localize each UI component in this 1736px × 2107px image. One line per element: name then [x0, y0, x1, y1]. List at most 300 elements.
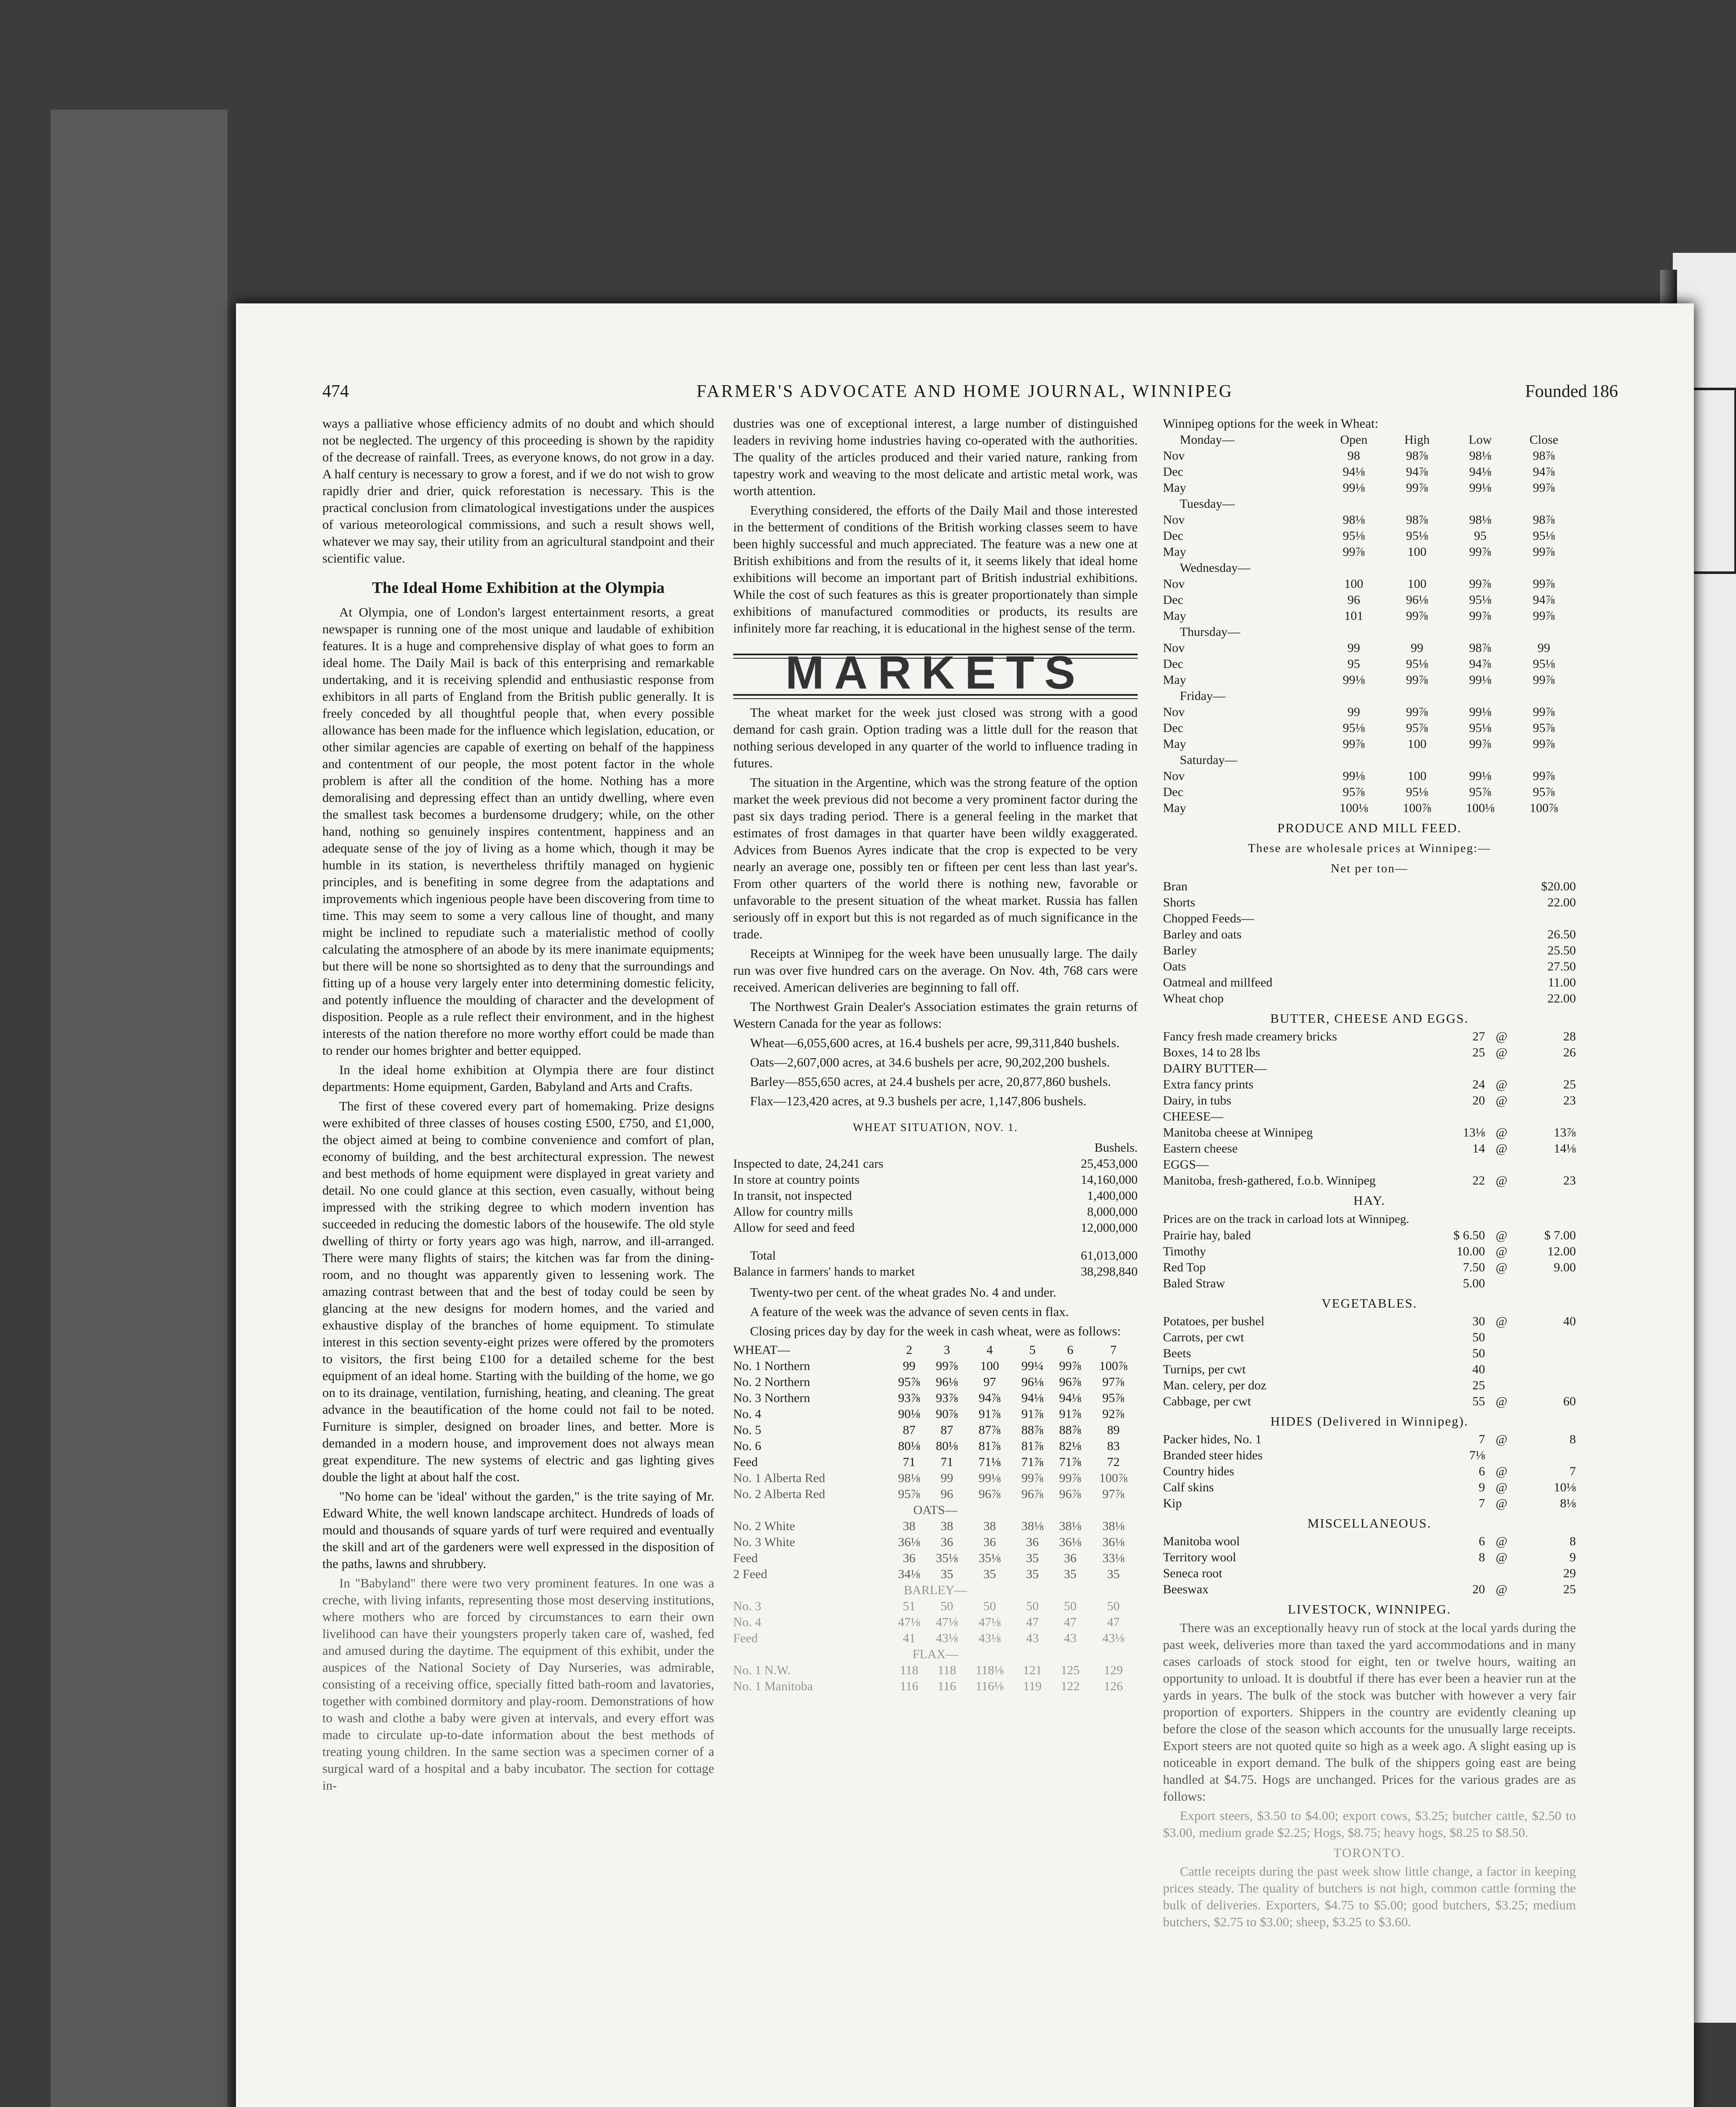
table-cell: Turnips, per cwt [1163, 1362, 1246, 1376]
table-cell: 38⅛ [1059, 1519, 1082, 1533]
table-cell: 97⅞ [1102, 1487, 1125, 1501]
table-cell: 47⅛ [935, 1615, 958, 1629]
table-cell: Shorts [1163, 895, 1195, 909]
table-cell: 6 [1479, 1534, 1485, 1548]
table-cell: 118 [938, 1663, 956, 1677]
table-row [733, 1486, 1138, 1502]
hides-heading: HIDES (Delivered in Winnipeg). [1270, 1414, 1468, 1429]
table-cell: 50 [983, 1599, 996, 1613]
table-cell: 89 [1107, 1423, 1120, 1437]
table-cell [1518, 1346, 1576, 1362]
crop-estimate: Flax—123,420 acres, at 9.3 bushels per acre, 1,147,806 bushels. [750, 1094, 1087, 1108]
table-cell: 99⅞ [935, 1359, 958, 1373]
table-cell: 83 [1107, 1439, 1120, 1453]
table-cell: 98⅛ [1469, 449, 1492, 463]
table-cell: @ [1495, 1480, 1508, 1494]
table-cell: 95 [1474, 529, 1487, 543]
table-row [1163, 464, 1576, 480]
table-cell [1518, 1276, 1576, 1292]
article-paragraph: "No home can be 'ideal' without the garden," is the trite saying of Mr. Edward White, the well known landscape architect. Hundreds of loads of mould and thousands of square yards of turf were required and eventually the skill and art of the gardeners were well expressed in the disposition of the paths, lawns and shrubbery. [322, 1489, 714, 1571]
table-cell: 99⅞ [1469, 737, 1492, 751]
table-cell: 50 [1472, 1330, 1485, 1344]
toronto-heading: TORONTO. [1333, 1845, 1406, 1860]
table-cell: 94⅛ [1059, 1391, 1082, 1405]
table-cell: @ [1495, 1142, 1508, 1155]
table-cell: 94⅞ [1406, 465, 1428, 479]
table-cell: 36⅛ [1102, 1535, 1125, 1549]
table-row [733, 1358, 1138, 1374]
produce-note: These are wholesale prices at Winnipeg:— [1248, 842, 1491, 855]
vegetable-prices-table [1163, 1314, 1576, 1410]
market-paragraph: Twenty-two per cent. of the wheat grades No. 4 and under. [750, 1285, 1056, 1300]
table-cell: 95⅞ [1102, 1391, 1125, 1405]
table-cell: 47 [1107, 1615, 1120, 1629]
table-cell: 95⅞ [898, 1487, 920, 1501]
table-cell: 118⅛ [975, 1663, 1004, 1677]
table-cell: Calf skins [1163, 1480, 1214, 1494]
table-cell: 98⅛ [898, 1471, 920, 1485]
unit-label: Bushels. [1094, 1141, 1138, 1155]
wheat-situation-title: WHEAT SITUATION, NOV. 1. [853, 1121, 1018, 1134]
table-cell: 96⅞ [1021, 1487, 1044, 1501]
table-row [1163, 895, 1576, 911]
table-cell: @ [1495, 1126, 1508, 1139]
table-cell: 99⅞ [1469, 609, 1492, 623]
table-cell: $ 7.00 [1544, 1228, 1576, 1242]
table-cell: 99⅛ [1469, 769, 1492, 783]
article-paragraph: Everything considered, the efforts of the Daily Mail and those interested in the betterment of conditions of the British working classes seem to have been highly successful and much appreciated. The feature was a new one at British exhibitions and from the results of it, it seems likely that ideal home exhibitions will become an important part of British industrial exhibitions. While the cost of such features as this is greater proportionately than simple exhibitions of manufactured commodities or products, its results are infinitely more far reaching, it is educational in the highest sense of the term. [733, 503, 1138, 635]
table-cell: 94⅛ [1469, 465, 1492, 479]
table-cell: 95⅛ [1469, 593, 1492, 607]
table-cell: 80⅛ [935, 1439, 958, 1453]
table-cell: Carrots, per cwt [1163, 1330, 1244, 1344]
toronto-paragraph: Cattle receipts during the past week show little change, a factor in keeping prices steady. The quality of butchers is not high, common cattle forming the bulk of deliveries. Exporters, $4.75 to $5.00; good butchers, $3.25; medium butchers, $2.75 to $3.00; sheep, $3.25 to $3.60. [1163, 1864, 1576, 1929]
table-cell: 94⅛ [1342, 465, 1365, 479]
livestock-prices: Export steers, $3.50 to $4.00; export cows, $3.25; butcher cattle, $2.50 to $3.00, medium grade $2.25; Hogs, $8.75; heavy hogs, $8.25 to $8.50. [1163, 1808, 1576, 1840]
table-cell: 125 [1061, 1663, 1080, 1677]
butter-cheese-eggs-heading: BUTTER, CHEESE AND EGGS. [1270, 1011, 1469, 1026]
table-cell: 50 [1107, 1599, 1120, 1613]
column-3 [1163, 415, 1576, 1933]
table-cell: 50 [1064, 1599, 1077, 1613]
table-cell: 95⅞ [1406, 721, 1428, 735]
table-row [1163, 1045, 1576, 1061]
table-cell: Nov [1163, 705, 1185, 719]
hay-note: Prices are on the track in carload lots at Winnipeg. [1163, 1212, 1409, 1226]
table-row [1163, 448, 1576, 464]
table-row [1163, 1077, 1576, 1093]
table-cell: No. 1 Manitoba [733, 1679, 813, 1693]
table-cell: 36 [1064, 1551, 1077, 1565]
article-paragraph: At Olympia, one of London's largest entertainment resorts, a great newspaper is running one of the most unique and laudable of exhibition features. It is a huge and comprehensive display of what goes to form an ideal home. The Daily Mail is back of this enterprising and remarkable undertaking, and it is receiving splendid and enthusiastic response from exhibitors in all parts of England from the British public generally. It is freely conceded by all thoughtful people that, when every possible allowance has been made for the influence which legislation, education, or other similar agencies are capable of exerting on behalf of the happiness and contentment of our people, the most potent factor in the whole problem is after all the condition of the home. Nothing has a more demoralising and depressing effect than an untidy dwelling, where even the smallest task becomes a burdensome drudgery; while, on the other hand, nothing so genuinely inspires contentment, happiness and an adequate sense of the joy of living as a home which, though it may be humble in its station, is nevertheless thriftily managed on hygienic principles, and is benefiting in some degree from the adaptations and improvements which ingenious people have been discovering from time to time. This may seem to some a very callous line of thought, and many might be inclined to repudiate such a materialistic method of coolly calculating the atmosphere of an abode by its mere inanimate equipments; but there will be none so shortsighted as to deny that the surroundings and fitting up of a house very largely enter into determining domestic felicity, and potently influence the moulding of character and the development of disposition. People as a rule reflect their environment, and in the highest interests of the nation therefore no more worthy effort could be made than to render our homes brighter and better equipped. [322, 605, 714, 1058]
day-label-row [1163, 752, 1576, 768]
table-row [1163, 800, 1576, 816]
table-cell: 98 [1347, 449, 1360, 463]
table-cell: No. 2 Alberta Red [733, 1487, 825, 1501]
table-row [1163, 1330, 1576, 1346]
table-cell: 35 [1026, 1567, 1039, 1581]
table-cell: 22.00 [1547, 992, 1576, 1005]
table-cell: 87 [903, 1423, 916, 1437]
table-cell: Feed [733, 1631, 758, 1645]
newspaper-page [236, 303, 1694, 2107]
table-cell: 95 [1347, 657, 1360, 671]
table-cell: Dairy, in tubs [1163, 1094, 1232, 1107]
vegetables-heading: VEGETABLES. [1321, 1296, 1417, 1311]
table-cell: 98⅞ [1406, 513, 1428, 527]
table-cell: 71⅞ [1021, 1455, 1044, 1469]
table-cell: 99⅛ [1342, 481, 1365, 495]
table-cell: 36 [1026, 1535, 1039, 1549]
table-cell: 99⅞ [1532, 481, 1555, 495]
cash-header-row: WHEAT— 2 3 4 5 6 7 [733, 1343, 1117, 1357]
table-cell: 92⅞ [1102, 1407, 1125, 1421]
table-row [1163, 1141, 1576, 1157]
table-row [1163, 1496, 1576, 1512]
table-row [733, 1390, 1138, 1406]
cash-prices-table [733, 1342, 1138, 1694]
table-cell: @ [1495, 1464, 1508, 1478]
table-cell: 47 [1064, 1615, 1077, 1629]
table-cell: No. 1 N.W. [733, 1663, 791, 1677]
table-cell: No. 4 [733, 1407, 761, 1421]
table-row [1163, 736, 1576, 752]
table-cell: Beets [1163, 1346, 1191, 1360]
table-cell: 100 [1344, 577, 1364, 591]
table-row [733, 1518, 1138, 1534]
table-cell: Friday— [1180, 689, 1226, 703]
table-cell: @ [1495, 1174, 1508, 1188]
table-cell: 96⅞ [1059, 1487, 1082, 1501]
table-row [1163, 592, 1576, 608]
table-cell: 99⅞ [1532, 577, 1555, 591]
table-cell: Eastern cheese [1163, 1142, 1238, 1155]
table-cell: 96 [1347, 593, 1360, 607]
table-row [1163, 576, 1576, 592]
table-cell: Packer hides, No. 1 [1163, 1432, 1262, 1446]
table-cell: 36 [903, 1551, 916, 1565]
table-cell: 126 [1104, 1679, 1123, 1693]
table-cell: CHEESE— [1163, 1110, 1224, 1123]
table-cell: Oatmeal and millfeed [1163, 976, 1273, 989]
table-cell: No. 1 Alberta Red [733, 1471, 825, 1485]
table-cell: 94⅞ [1532, 465, 1555, 479]
table-cell: 96⅛ [1021, 1375, 1044, 1389]
table-cell: 95⅛ [1342, 721, 1365, 735]
day-label-row [1163, 624, 1576, 640]
table-row [1163, 1314, 1576, 1330]
table-cell: 99⅞ [1059, 1359, 1082, 1373]
table-cell: 100⅞ [1530, 801, 1558, 815]
table-cell: 99⅞ [1532, 705, 1555, 719]
table-cell: 50 [1026, 1599, 1039, 1613]
table-cell: 116 [938, 1679, 956, 1693]
table-row [1163, 640, 1576, 656]
table-cell: 93⅞ [935, 1391, 958, 1405]
table-cell: 99⅞ [1342, 545, 1365, 559]
column-2 [733, 415, 1138, 1694]
market-paragraph: The Northwest Grain Dealer's Association estimates the grain returns of Western Canada for the year as follows: [733, 999, 1138, 1031]
table-cell: Baled Straw [1163, 1276, 1225, 1290]
table-cell: 22.00 [1547, 895, 1576, 909]
table-cell: 99⅞ [1469, 577, 1492, 591]
table-cell: 25.50 [1547, 944, 1576, 957]
table-cell: No. 6 [733, 1439, 761, 1453]
table-row [1163, 959, 1576, 975]
table-row [733, 1614, 1138, 1630]
table-row [1163, 720, 1576, 736]
table-cell: 43⅛ [935, 1631, 958, 1645]
table-cell: 50 [940, 1599, 954, 1613]
table-cell: @ [1495, 1094, 1508, 1107]
table-cell: Tuesday— [1180, 497, 1235, 511]
table-cell: 91⅞ [1021, 1407, 1044, 1421]
table-cell: 99⅞ [1406, 609, 1428, 623]
table-cell: 10⅛ [1554, 1480, 1576, 1494]
table-cell: 34⅛ [898, 1567, 920, 1581]
table-row [1163, 672, 1576, 688]
group-label-row [1163, 1061, 1576, 1077]
table-row [1163, 1566, 1576, 1582]
options-title: Winnipeg options for the week in Wheat: [1163, 416, 1379, 431]
table-cell: No. 2 Northern [733, 1375, 810, 1389]
article-paragraph: In the ideal home exhibition at Olympia there are four distinct departments: Home equipment, Garden, Babyland and Arts and Crafts. [322, 1062, 714, 1094]
column-1 [322, 415, 714, 1796]
table-cell: No. 3 [733, 1599, 761, 1613]
table-cell: 95⅞ [1469, 785, 1492, 799]
table-cell: 36⅛ [1059, 1535, 1082, 1549]
table-cell: 26.50 [1547, 928, 1576, 941]
table-cell: 38⅛ [1021, 1519, 1044, 1533]
day-label-row [1163, 688, 1576, 704]
table-row [1163, 704, 1576, 720]
table-cell: Thursday— [1180, 625, 1240, 639]
table-row [1163, 1276, 1576, 1292]
table-row: Allow for seed and feed 12,000,000 [733, 1221, 1138, 1235]
table-cell: 99⅞ [1469, 545, 1492, 559]
table-cell: 95⅞ [1342, 785, 1365, 799]
table-row [1163, 480, 1576, 496]
table-cell: 99⅞ [1406, 673, 1428, 687]
table-cell: @ [1495, 1432, 1508, 1446]
table-cell: Boxes, 14 to 28 lbs [1163, 1045, 1260, 1059]
table-row [733, 1678, 1138, 1694]
table-cell: 95⅛ [1532, 657, 1555, 671]
table-cell: Wheat chop [1163, 992, 1224, 1005]
table-cell: 28 [1563, 1029, 1576, 1043]
markets-heading: MARKETS [785, 647, 1085, 699]
table-cell: Barley [1163, 944, 1197, 957]
flax-label-row [733, 1646, 1138, 1662]
table-cell: Dec [1163, 529, 1184, 543]
table-cell: 96⅛ [1406, 593, 1428, 607]
table-cell: 11.00 [1548, 976, 1576, 989]
table-cell: 8 [1570, 1432, 1576, 1446]
table-row [1163, 1464, 1576, 1480]
table-cell: 47 [1026, 1615, 1039, 1629]
table-row [1163, 1448, 1576, 1464]
table-cell: Barley and oats [1163, 928, 1242, 941]
table-cell: 80⅛ [898, 1439, 920, 1453]
table-cell: DAIRY BUTTER— [1163, 1062, 1267, 1075]
table-row [1163, 1394, 1576, 1410]
table-cell: 100 [980, 1359, 999, 1373]
table-cell: Branded steer hides [1163, 1448, 1263, 1462]
table-row [1163, 927, 1576, 943]
crop-estimate: Barley—855,650 acres, at 24.4 bushels per acre, 20,877,860 bushels. [750, 1074, 1111, 1089]
table-cell: 10.00 [1456, 1244, 1485, 1258]
table-cell: 94⅞ [1532, 593, 1555, 607]
table-cell: 8 [1570, 1534, 1576, 1548]
market-paragraph: The situation in the Argentine, which was the strong feature of the option market the week previous did not become a very prominent factor during the past six days trading period. There is a general feeling in the market that estimates of frost damages in that quarter have been wildly exaggerated. Advices from Buenos Ayres indicate that the crop is expected to be very nearly an average one, possibly ten or fifteen per cent less than last year's. From other quarters of the world there is nothing new, favorable or unfavorable to the present situation of the wheat market. Russia has fallen seriously off in export but this is not regarded as of much significance in the trade. [733, 775, 1138, 941]
table-cell: 118 [900, 1663, 919, 1677]
feed-prices-table [1163, 879, 1576, 1007]
table-cell: 9 [1570, 1550, 1576, 1564]
table-cell: 99⅛ [1342, 673, 1365, 687]
miscellaneous-heading: MISCELLANEOUS. [1307, 1516, 1432, 1531]
day-label-row [1163, 496, 1576, 512]
crop-estimate: Wheat—6,055,600 acres, at 16.4 bushels per acre, 99,311,840 bushels. [750, 1035, 1120, 1050]
table-row [1163, 879, 1576, 895]
article-heading: The Ideal Home Exhibition at the Olympia [372, 579, 665, 597]
table-cell: 99⅛ [1469, 481, 1492, 495]
table-row [1163, 943, 1576, 959]
table-cell: 90⅛ [898, 1407, 920, 1421]
table-cell [1485, 1276, 1518, 1292]
table-cell: 33⅛ [1102, 1551, 1125, 1565]
table-cell: 43⅛ [978, 1631, 1001, 1645]
table-cell: 36 [983, 1535, 996, 1549]
table-cell: 25 [1472, 1045, 1485, 1059]
table-cell: No. 3 White [733, 1535, 795, 1549]
table-cell: 88⅞ [1059, 1423, 1082, 1437]
market-paragraph: A feature of the week was the advance of seven cents in flax. [750, 1304, 1069, 1319]
table-cell: @ [1495, 1260, 1508, 1274]
table-row [1163, 1260, 1576, 1276]
table-cell: 40 [1472, 1362, 1485, 1376]
table-row [1163, 1346, 1576, 1362]
table-cell: 25 [1472, 1378, 1485, 1392]
table-cell: Manitoba, fresh-gathered, f.o.b. Winnipeg [1163, 1174, 1376, 1188]
table-cell: 71 [940, 1455, 954, 1469]
table-cell [1518, 1378, 1576, 1394]
table-cell: 88⅞ [1021, 1423, 1044, 1437]
table-cell: @ [1495, 1045, 1508, 1059]
table-row [733, 1566, 1138, 1582]
table-cell: OATS— [913, 1503, 958, 1517]
table-cell: 91⅞ [1059, 1407, 1082, 1421]
table-row [1163, 991, 1576, 1007]
table-cell: May [1163, 673, 1186, 687]
table-cell: 60 [1563, 1394, 1576, 1408]
table-cell: @ [1495, 1496, 1508, 1510]
table-cell: May [1163, 609, 1186, 623]
table-cell: 43 [1064, 1631, 1077, 1645]
table-row [1163, 528, 1576, 544]
table-cell: 87 [940, 1423, 954, 1437]
table-row [1163, 1582, 1576, 1598]
per-ton-note: Net per ton— [1331, 862, 1408, 875]
table-cell: 99⅞ [1532, 673, 1555, 687]
table-cell: 95⅛ [1406, 785, 1428, 799]
page-number: 474 [322, 382, 349, 401]
table-cell: 9.00 [1554, 1260, 1576, 1274]
table-cell: 99 [1538, 641, 1551, 655]
table-cell: 90⅞ [935, 1407, 958, 1421]
total-row: Total 61,013,000 [750, 1249, 1138, 1263]
article-paragraph: dustries was one of exceptional interest, a large number of distinguished leaders in reviving home industries having co-operated with the authorities. The quality of the articles produced and their varied nature, ranking from tapestry work and weaving to the most delicate and artistic metal work, was worth attention. [733, 416, 1138, 498]
table-cell: 121 [1023, 1663, 1042, 1677]
table-cell: 30 [1472, 1314, 1485, 1328]
table-cell: 122 [1061, 1679, 1080, 1693]
table-cell: 99 [1347, 705, 1360, 719]
table-cell: Bran [1163, 879, 1188, 893]
table-cell: 100 [1407, 577, 1427, 591]
table-cell: 26 [1563, 1045, 1576, 1059]
table-row: Allow for country mills 8,000,000 [733, 1205, 1138, 1219]
table-cell: 20 [1472, 1582, 1485, 1596]
table-cell: Dec [1163, 465, 1184, 479]
table-cell: 99⅞ [1059, 1471, 1082, 1485]
table-cell: Cabbage, per cwt [1163, 1394, 1251, 1408]
table-row [733, 1598, 1138, 1614]
table-row [733, 1374, 1138, 1390]
table-cell: 100 [1407, 545, 1427, 559]
table-cell: Chopped Feeds— [1163, 911, 1254, 925]
table-cell: 13⅞ [1554, 1126, 1576, 1139]
table-cell: No. 5 [733, 1423, 761, 1437]
misc-prices-table [1163, 1533, 1576, 1598]
table-cell: 95⅛ [1532, 529, 1555, 543]
table-cell: 93⅞ [898, 1391, 920, 1405]
table-cell: FLAX— [912, 1647, 959, 1661]
table-cell: 23 [1563, 1174, 1576, 1188]
table-cell: 5.00 [1463, 1276, 1485, 1290]
table-row [1163, 512, 1576, 528]
wheat-options-table [1163, 432, 1576, 816]
table-row [1163, 1533, 1576, 1549]
table-cell: 99⅞ [1406, 481, 1428, 495]
crop-estimate: Oats—2,607,000 acres, at 34.6 bushels per acre, 90,202,200 bushels. [750, 1055, 1110, 1070]
table-cell: 99⅞ [1342, 737, 1365, 751]
table-cell: 95⅞ [898, 1375, 920, 1389]
table-cell [1485, 1566, 1518, 1582]
table-cell: 100⅛ [1466, 801, 1495, 815]
table-cell: Prairie hay, baled [1163, 1228, 1251, 1242]
table-cell: Nov [1163, 577, 1185, 591]
table-cell: 97⅞ [1102, 1375, 1125, 1389]
options-header-row: Monday— Open High Low Close [1180, 433, 1559, 447]
table-cell: 6 [1479, 1464, 1485, 1478]
table-cell: 41 [903, 1631, 916, 1645]
table-cell: 12.00 [1547, 1244, 1576, 1258]
table-cell: 38⅛ [1102, 1519, 1125, 1533]
table-cell: 55 [1472, 1394, 1485, 1408]
table-row [1163, 656, 1576, 672]
table-cell: 94⅞ [1469, 657, 1492, 671]
table-row [1163, 784, 1576, 800]
table-row: In store at country points 14,160,000 [733, 1173, 1138, 1187]
article-paragraph: ways a palliative whose efficiency admits of no doubt and which should not be neglected. The urgency of this proceeding is shown by the rapidity of the decrease of rainfall. Trees, as everyone knows, do not grow in a day. A half century is necessary to grow a forest, and if we do not wish to grow rapidly drier and drier, quick reforestation is necessary. This is the practical conclusion from climatological investigations under the auspices of various meteorological commissions, and such a result shows well, whatever we may say, their utility from an agricultural standpoint and their scientific value. [322, 416, 714, 566]
table-cell: No. 2 White [733, 1519, 795, 1533]
table-cell: Nov [1163, 513, 1185, 527]
page-header [236, 381, 1694, 407]
market-paragraph: The wheat market for the week just closed was strong with a good demand for cash grain. Option trading was a little dull for the reason that nothing serious developed in any quarter of the world to influence trading in futures. [733, 705, 1138, 770]
table-cell: @ [1495, 1550, 1508, 1564]
table-cell: 100⅞ [1403, 801, 1431, 815]
table-cell: 91⅞ [978, 1407, 1001, 1421]
table-cell: 99¼ [1021, 1359, 1044, 1373]
